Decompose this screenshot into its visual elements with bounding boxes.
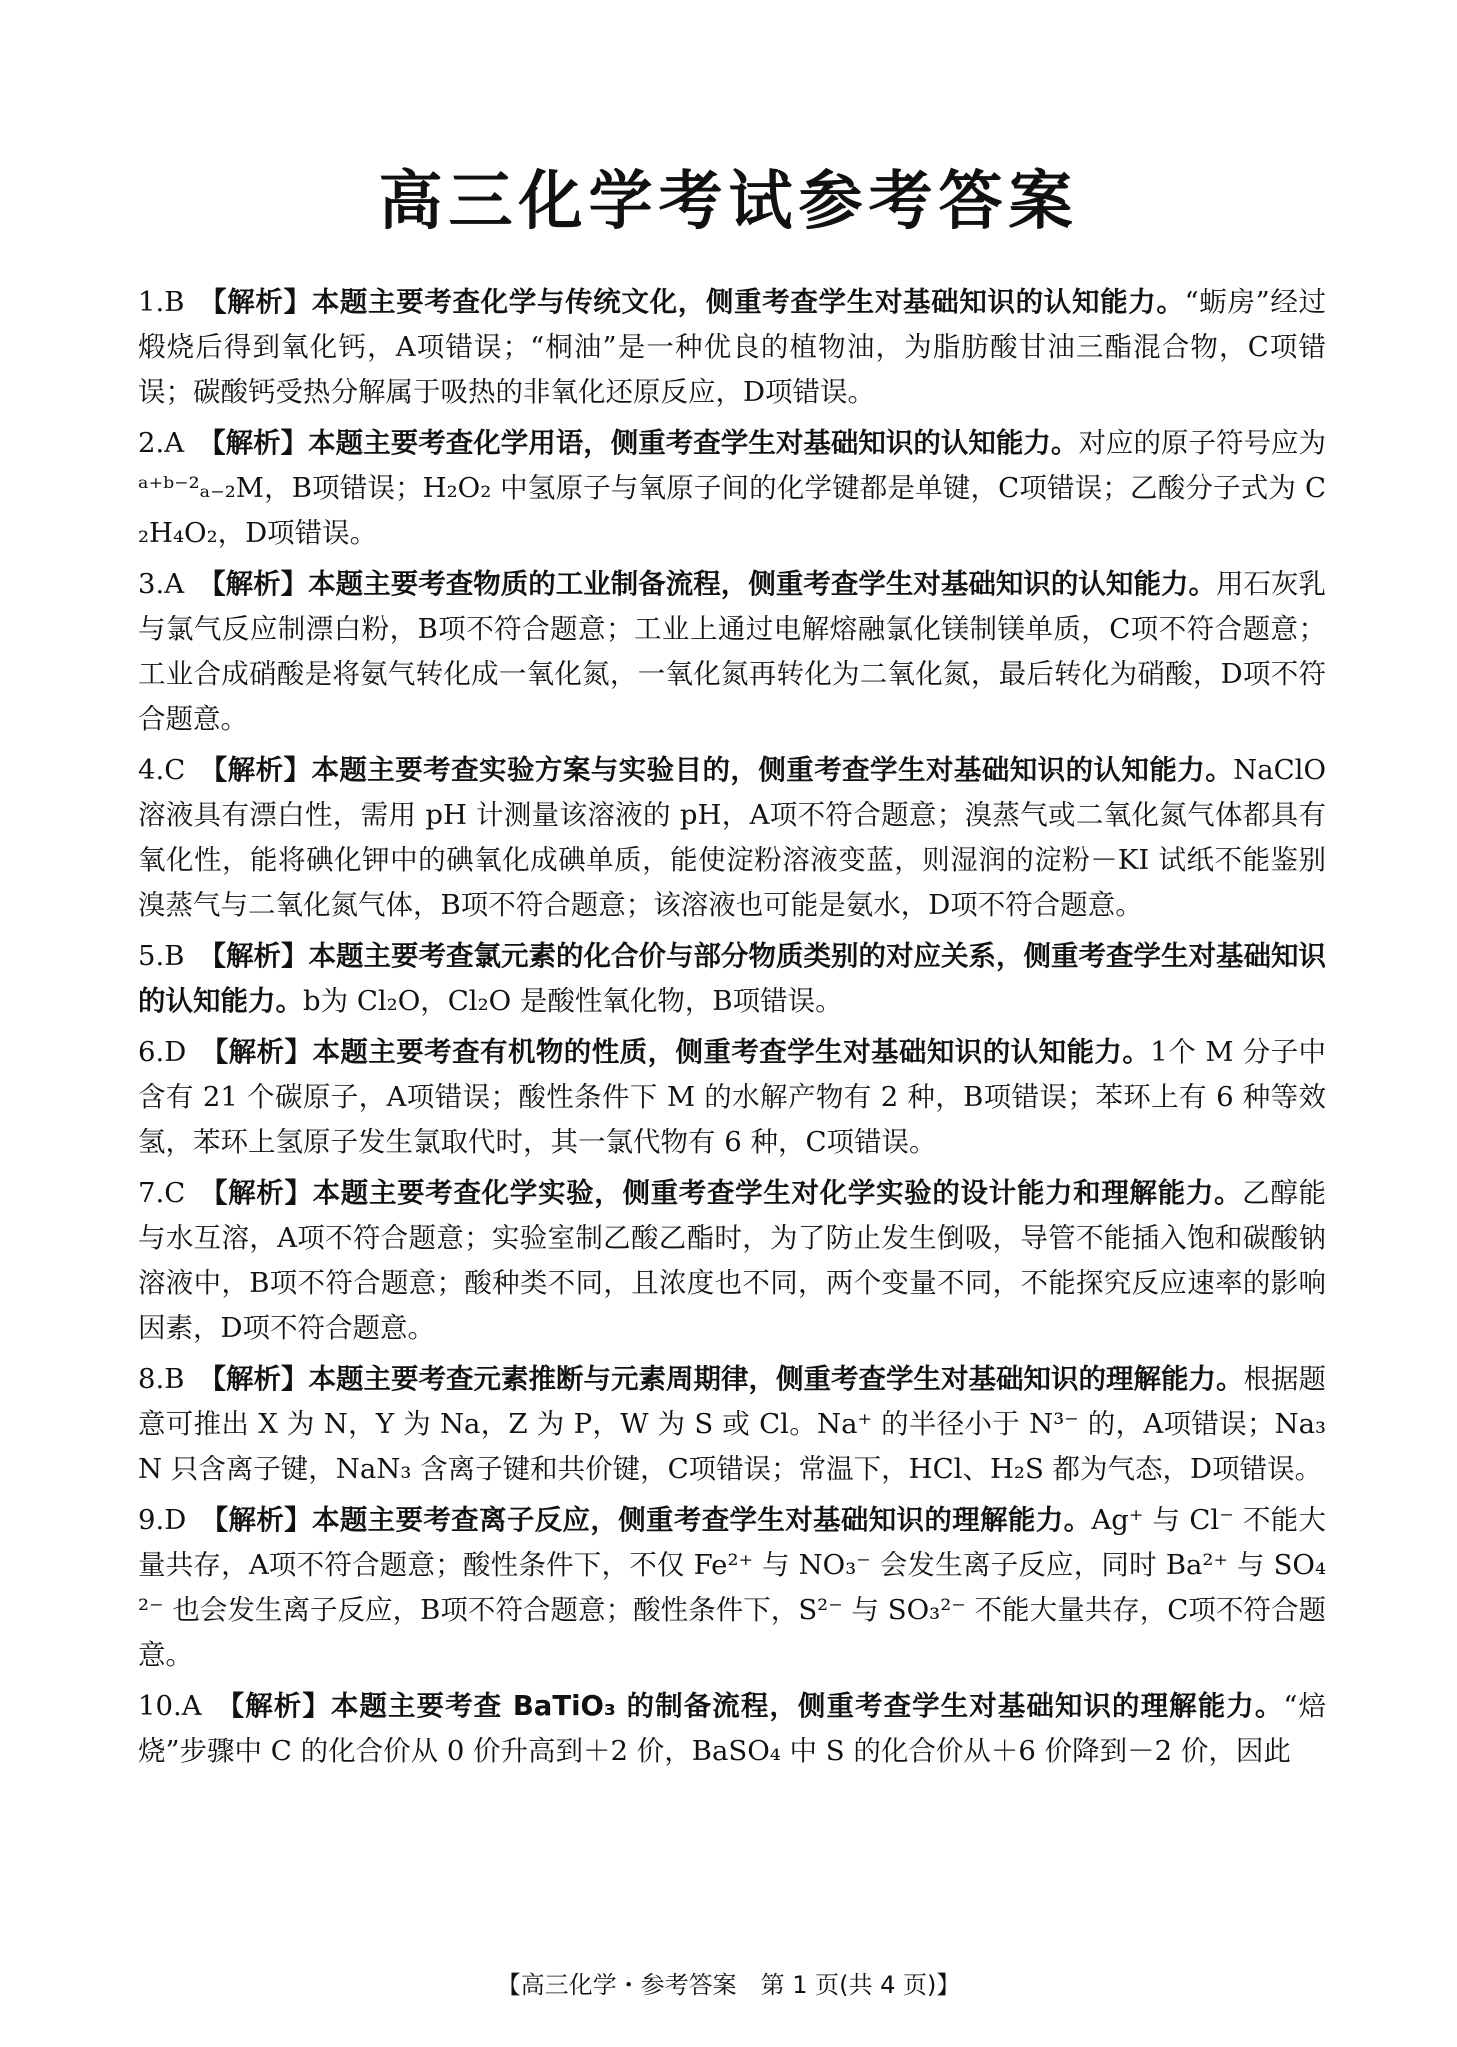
item-analysis-lead: 【解析】本题主要考查化学实验，侧重考查学生对化学实验的设计能力和理解能力。	[199, 1177, 1243, 1209]
item-analysis-lead: 【解析】本题主要考查有机物的性质，侧重考查学生对基础知识的认知能力。	[200, 1036, 1151, 1068]
item-answer: C	[164, 754, 186, 786]
item-number: 1.	[138, 286, 165, 318]
answer-item-9	[138, 1498, 1326, 1678]
item-analysis-body: 乙醇能与水互溶，A项不符合题意；实验室制乙酸乙酯时，为了防止发生倒吸，导管不能插入饱和碳酸钠溶液中，B项不符合题意；酸种类不同，且浓度也不同，两个变量不同，不能探究反应速率的影响因素，D项不符合题意。	[138, 1177, 1327, 1344]
item-answer: B	[164, 286, 185, 318]
answer-item-3	[138, 562, 1326, 742]
item-number: 5.	[138, 940, 165, 972]
item-analysis-body: 1个 M 分子中含有 21 个碳原子，A项错误；酸性条件下 M 的水解产物有 2 种，B项错误；苯环上有 6 种等效氢，苯环上氢原子发生氯取代时，其一氯代物有 6 种，C项错误。	[138, 1036, 1327, 1158]
item-number: 3.	[138, 568, 165, 600]
answer-list	[138, 280, 1326, 1780]
answer-item-7	[138, 1171, 1326, 1351]
item-analysis-lead: 【解析】本题主要考查化学与传统文化，侧重考查学生对基础知识的认知能力。	[198, 286, 1185, 318]
item-analysis-body: Ag⁺ 与 Cl⁻ 不能大量共存，A项不符合题意；酸性条件下，不仅 Fe²⁺ 与 NO₃⁻ 会发生离子反应，同时 Ba²⁺ 与 SO₄²⁻ 也会发生离子反应，B项不符合题意；酸性条件下，S²⁻ 与 SO₃²⁻ 不能大量共存，C项不符合题意。	[138, 1504, 1326, 1671]
item-number: 8.	[138, 1363, 165, 1395]
item-analysis-body: 根据题意可推出 X 为 N，Y 为 Na，Z 为 P，W 为 S 或 Cl。Na⁺ 的半径小于 N³⁻ 的，A项错误；Na₃N 只含离子键，NaN₃ 含离子键和共价键，C项错误；常温下，HCl、H₂S 都为气态，D项错误。	[138, 1363, 1327, 1485]
item-number: 7.	[138, 1177, 165, 1209]
answer-item-10	[138, 1684, 1326, 1774]
item-analysis-lead: 【解析】本题主要考查化学用语，侧重考查学生对基础知识的认知能力。	[198, 427, 1079, 459]
item-analysis-body: 用石灰乳与氯气反应制漂白粉，B项不符合题意；工业上通过电解熔融氯化镁制镁单质，C项不符合题意；工业合成硝酸是将氨气转化成一氧化氮，一氧化氮再转化为二氧化氮，最后转化为硝酸，D项不符合题意。	[138, 568, 1327, 735]
item-number: 10.	[138, 1690, 182, 1722]
item-analysis-body: 对应的原子符号应为ᵃ⁺ᵇ⁻²ₐ₋₂M，B项错误；H₂O₂ 中氢原子与氧原子间的化学键都是单键，C项错误；乙酸分子式为 C₂H₄O₂，D项错误。	[138, 427, 1327, 549]
item-answer: D	[164, 1036, 187, 1068]
item-answer: A	[164, 568, 185, 600]
item-analysis-lead: 【解析】本题主要考查实验方案与实验目的，侧重考查学生对基础知识的认知能力。	[199, 754, 1234, 786]
item-answer: C	[164, 1177, 186, 1209]
item-number: 2.	[138, 427, 165, 459]
answer-item-1	[138, 280, 1326, 415]
item-analysis-lead: 【解析】本题主要考查元素推断与元素周期律，侧重考查学生对基础知识的理解能力。	[198, 1363, 1244, 1395]
item-answer: B	[164, 1363, 185, 1395]
item-answer: D	[164, 1504, 187, 1536]
item-analysis-body: b为 Cl₂O，Cl₂O 是酸性氧化物，B项错误。	[303, 985, 843, 1017]
answer-item-2	[138, 421, 1326, 556]
item-analysis-lead: 【解析】本题主要考查物质的工业制备流程，侧重考查学生对基础知识的认知能力。	[198, 568, 1216, 600]
item-number: 6.	[138, 1036, 165, 1068]
item-analysis-lead: 【解析】本题主要考查离子反应，侧重考查学生对基础知识的理解能力。	[200, 1504, 1092, 1536]
item-answer: B	[164, 940, 185, 972]
item-analysis-lead: 【解析】本题主要考查 BaTiO₃ 的制备流程，侧重考查学生对基础知识的理解能力。	[215, 1690, 1284, 1722]
item-analysis-lead: 【解析】本题主要考查氯元素的化合价与部分物质类别的对应关系，侧重考查学生对基础知识的认知能力。	[138, 940, 1326, 1017]
item-analysis-body: NaClO溶液具有漂白性，需用 pH 计测量该溶液的 pH，A项不符合题意；溴蒸气或二氧化氮气体都具有氧化性，能将碘化钾中的碘氧化成碘单质，能使淀粉溶液变蓝，则湿润的淀粉－KI 试纸不能鉴别溴蒸气与二氧化氮气体，B项不符合题意；该溶液也可能是氨水，D项不符合题意。	[138, 754, 1326, 921]
item-analysis-body: “焙烧”步骤中 C 的化合价从 0 价升高到＋2 价，BaSO₄ 中 S 的化合价从＋6 价降到－2 价，因此	[138, 1690, 1326, 1767]
answer-item-5	[138, 934, 1326, 1024]
item-number: 4.	[138, 754, 165, 786]
answer-item-4	[138, 748, 1326, 928]
page-footer: 【高三化学・参考答案 第 1 页(共 4 页)】	[496, 1971, 961, 1999]
answer-item-8	[138, 1357, 1326, 1492]
item-analysis-body: “蛎房”经过煅烧后得到氧化钙，A项错误；“桐油”是一种优良的植物油，为脂肪酸甘油三酯混合物，C项错误；碳酸钙受热分解属于吸热的非氧化还原反应，D项错误。	[138, 286, 1326, 408]
answer-item-6	[138, 1030, 1326, 1165]
item-answer: A	[181, 1690, 202, 1722]
item-number: 9.	[138, 1504, 165, 1536]
page-title: 高三化学考试参考答案	[378, 165, 1079, 239]
item-answer: A	[164, 427, 185, 459]
